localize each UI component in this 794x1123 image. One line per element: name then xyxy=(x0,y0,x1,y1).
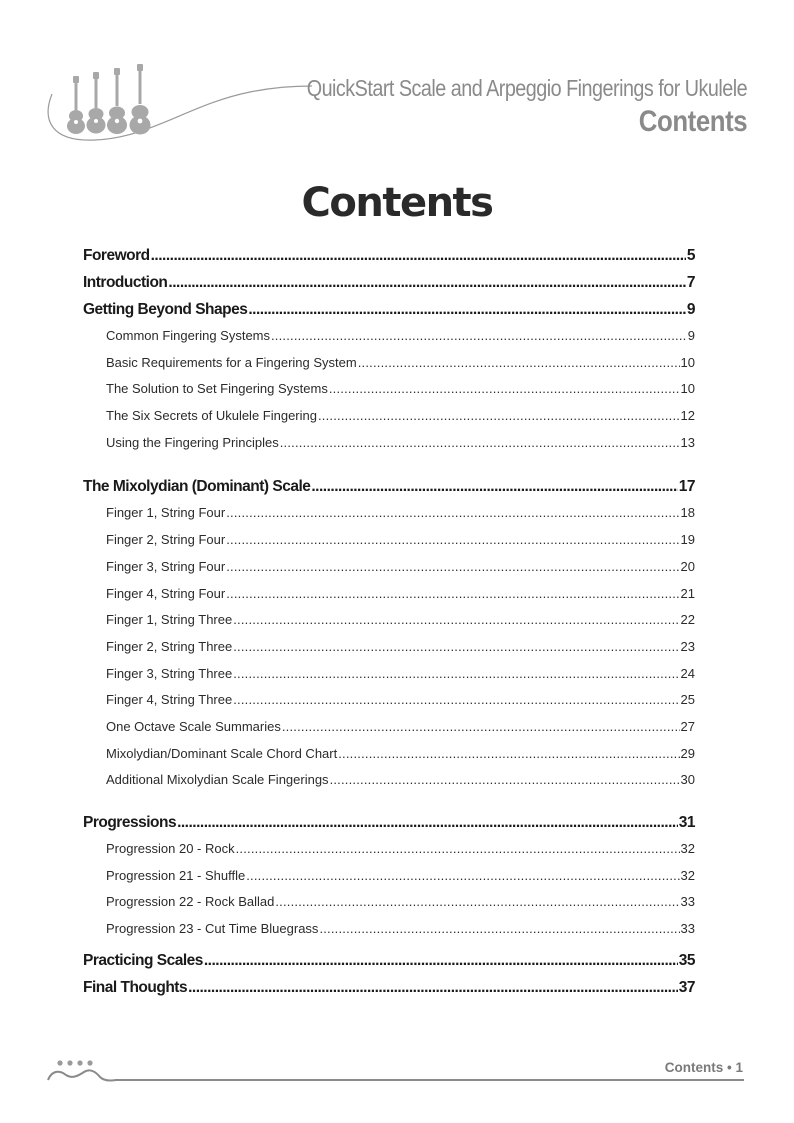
toc-entry-final-thoughts[interactable] xyxy=(83,974,695,1001)
toc-entry-label: Practicing Scales xyxy=(83,951,203,969)
toc-subentry[interactable] xyxy=(83,634,695,661)
toc-subentry[interactable] xyxy=(83,836,695,863)
dot-leader xyxy=(282,714,680,741)
running-header xyxy=(235,74,747,140)
dot-leader xyxy=(151,242,686,269)
toc-entry-page: 5 xyxy=(686,247,695,264)
toc-entry-page: 33 xyxy=(680,894,695,910)
toc-subentry[interactable] xyxy=(83,714,695,741)
dot-leader xyxy=(329,376,680,403)
toc-entry-page: 21 xyxy=(680,585,695,601)
toc-entry-label: Final Thoughts xyxy=(83,978,188,996)
toc-entry-label: Mixolydian/Dominant Scale Chord Chart xyxy=(106,745,338,761)
toc-subentry[interactable] xyxy=(83,430,695,457)
toc-entry-label: Finger 4, String Three xyxy=(106,692,233,708)
toc-entry-getting-beyond-shapes[interactable] xyxy=(83,296,695,323)
dot-leader xyxy=(168,269,685,296)
toc-entry-practicing-scales[interactable] xyxy=(83,947,695,974)
dot-leader xyxy=(226,527,679,554)
toc-entry-label: One Octave Scale Summaries xyxy=(106,718,281,734)
toc-subentry[interactable] xyxy=(83,500,695,527)
dot-leader xyxy=(330,767,680,794)
toc-entry-foreword[interactable] xyxy=(83,242,695,269)
toc-entry-page: 22 xyxy=(680,612,695,628)
toc-subentry[interactable] xyxy=(83,527,695,554)
toc-entry-page: 9 xyxy=(687,328,695,343)
toc-subentry[interactable] xyxy=(83,323,695,350)
footer-section: Contents xyxy=(664,1060,724,1075)
toc-entry-page: 33 xyxy=(680,921,695,937)
dot-leader xyxy=(248,296,686,323)
toc-entry-page: 37 xyxy=(678,978,695,996)
toc-entry-page: 13 xyxy=(680,434,695,450)
page-number: 1 xyxy=(735,1060,743,1075)
toc-entry-label: The Six Secrets of Ukulele Fingering xyxy=(106,408,317,424)
toc-entry-label: Finger 3, String Four xyxy=(106,558,226,574)
toc-entry-label: Progressions xyxy=(83,814,177,831)
toc-entry-label: Introduction xyxy=(83,274,168,291)
footer-separator: • xyxy=(726,1060,732,1075)
toc-entry-label: Progression 21 - Shuffle xyxy=(106,867,246,883)
toc-entry-page: 20 xyxy=(680,558,695,574)
toc-entry-page: 35 xyxy=(678,951,695,969)
toc-entry-page: 9 xyxy=(686,301,695,318)
dot-leader xyxy=(280,430,680,457)
toc-entry-page: 7 xyxy=(686,274,695,291)
dot-leader xyxy=(226,554,679,581)
toc-entry-label: Finger 1, String Four xyxy=(106,505,226,521)
toc-entry-page: 10 xyxy=(680,354,695,370)
toc-entry-page: 31 xyxy=(678,814,695,831)
toc-subentry[interactable] xyxy=(83,581,695,608)
toc-entry-page: 18 xyxy=(680,505,695,521)
toc-entry-label: Finger 2, String Three xyxy=(106,638,233,654)
toc-entry-page: 32 xyxy=(680,867,695,883)
dot-leader xyxy=(204,947,678,974)
toc-entry-page: 23 xyxy=(680,638,695,654)
toc-subentry[interactable] xyxy=(83,350,695,377)
dot-leader xyxy=(233,661,679,688)
toc-entry-label: Finger 2, String Four xyxy=(106,532,226,548)
dot-leader xyxy=(226,581,679,608)
toc-entry-page: 17 xyxy=(678,478,695,496)
dot-leader xyxy=(188,974,678,1001)
toc-subentry[interactable] xyxy=(83,889,695,916)
toc-entry-label: Using the Fingering Principles xyxy=(106,434,279,450)
toc-subentry[interactable] xyxy=(83,863,695,890)
toc-entry-page: 25 xyxy=(680,692,695,708)
section-title: Contents xyxy=(638,105,747,138)
dot-leader xyxy=(177,809,678,836)
toc-entry-label: The Mixolydian (Dominant) Scale xyxy=(83,478,311,496)
toc-entry-page: 27 xyxy=(680,718,695,734)
dot-leader xyxy=(311,473,677,500)
toc-entry-page: 19 xyxy=(680,532,695,548)
toc-subentry[interactable] xyxy=(83,687,695,714)
footer-rule-icon xyxy=(44,1058,749,1088)
toc-entry-progressions[interactable] xyxy=(83,809,695,836)
dot-leader xyxy=(233,687,679,714)
toc-entry-page: 10 xyxy=(680,381,695,397)
dot-leader xyxy=(338,741,679,768)
toc-entry-page: 30 xyxy=(680,772,695,788)
toc-entry-label: Progression 23 - Cut Time Bluegrass xyxy=(106,921,319,937)
toc-entry-label: Basic Requirements for a Fingering System xyxy=(106,354,357,370)
toc-entry-label: Finger 3, String Three xyxy=(106,665,233,681)
page-footer xyxy=(665,1060,743,1075)
toc-entry-label: Additional Mixolydian Scale Fingerings xyxy=(106,772,329,788)
toc-entry-label: Getting Beyond Shapes xyxy=(83,301,248,318)
toc-subentry[interactable] xyxy=(83,554,695,581)
toc-entry-label: The Solution to Set Fingering Systems xyxy=(106,381,328,397)
toc-entry-label: Foreword xyxy=(83,247,150,264)
dot-leader xyxy=(233,634,679,661)
toc-entry-mixolydian-scale[interactable] xyxy=(83,473,695,500)
table-of-contents xyxy=(83,242,695,1001)
toc-subentry[interactable] xyxy=(83,376,695,403)
dot-leader xyxy=(318,403,680,430)
toc-entry-label: Progression 22 - Rock Ballad xyxy=(106,894,275,910)
dot-leader xyxy=(358,350,680,377)
toc-subentry[interactable] xyxy=(83,916,695,943)
section-spacer xyxy=(83,456,695,473)
dot-leader xyxy=(246,863,679,890)
page-title: Contents xyxy=(301,180,493,226)
toc-entry-label: Finger 1, String Three xyxy=(106,612,233,628)
dot-leader xyxy=(236,836,680,863)
toc-entry-page: 29 xyxy=(680,745,695,761)
book-title: QuickStart Scale and Arpeggio Fingerings for Ukulele xyxy=(306,75,747,101)
toc-subentry[interactable] xyxy=(83,767,695,794)
toc-subentry[interactable] xyxy=(83,741,695,768)
toc-subentry[interactable] xyxy=(83,661,695,688)
dot-leader xyxy=(271,323,687,350)
dot-leader xyxy=(226,500,679,527)
toc-entry-page: 32 xyxy=(680,841,695,856)
toc-entry-page: 12 xyxy=(680,408,695,424)
toc-entry-page: 24 xyxy=(680,665,695,681)
toc-subentry[interactable] xyxy=(83,403,695,430)
toc-entry-introduction[interactable] xyxy=(83,269,695,296)
dot-leader xyxy=(233,607,679,634)
dot-leader xyxy=(319,916,679,943)
toc-entry-label: Progression 20 - Rock xyxy=(106,841,235,856)
dot-leader xyxy=(275,889,679,916)
toc-subentry[interactable] xyxy=(83,607,695,634)
toc-entry-label: Finger 4, String Four xyxy=(106,585,226,601)
toc-entry-label: Common Fingering Systems xyxy=(106,328,270,343)
section-spacer xyxy=(83,794,695,809)
